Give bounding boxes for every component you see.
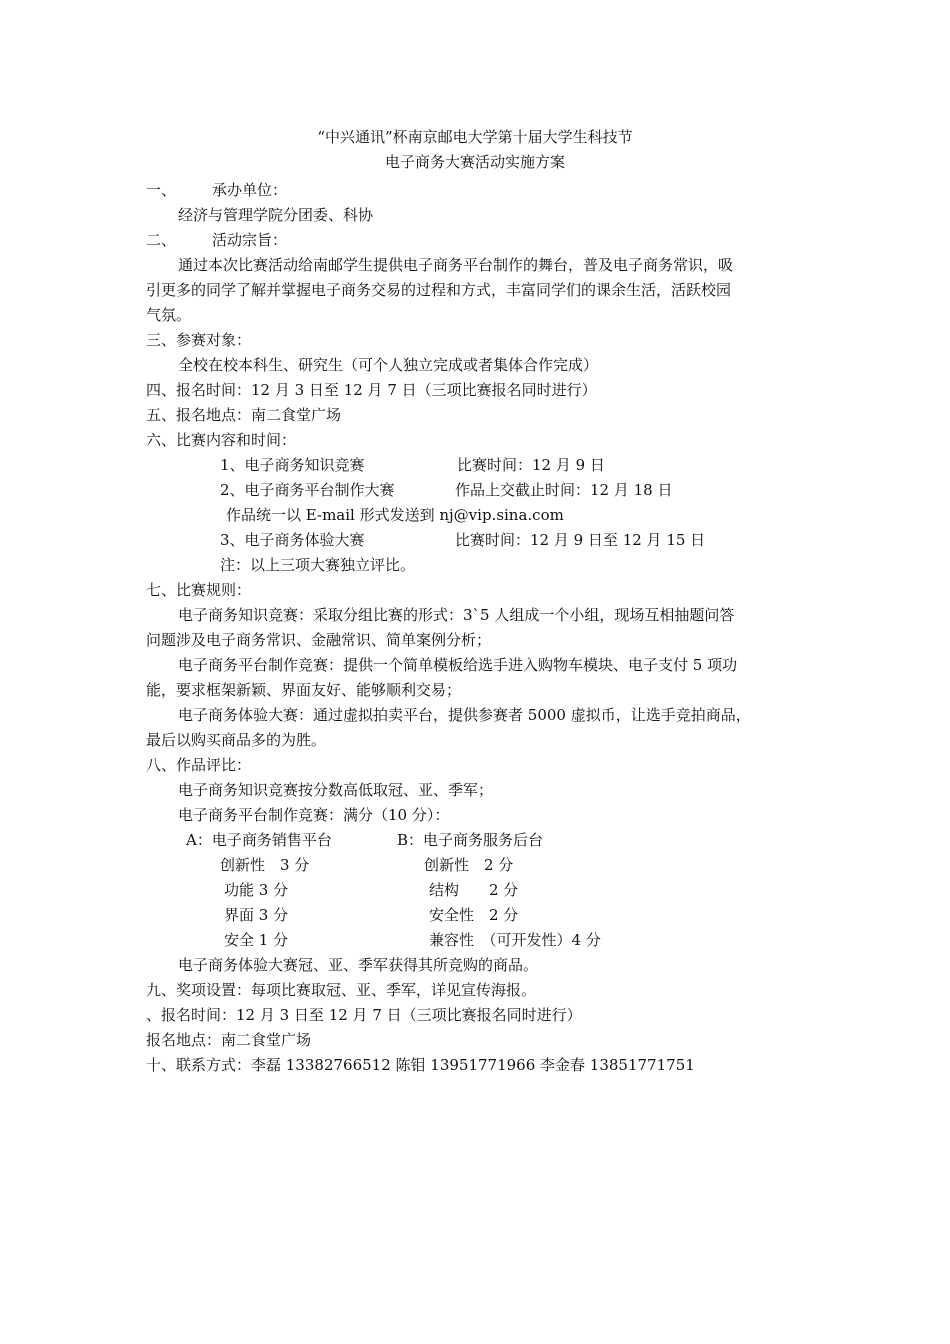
section-2-body-line: 引更多的同学了解并掌握电子商务交易的过程和方式，丰富同学们的课余生活，活跃校园 — [146, 281, 732, 299]
contest-item-time: 比赛时间：12 月 9 日至 12 月 15 日 — [455, 531, 706, 549]
section-1-number: 一、 — [146, 181, 177, 199]
criteria-a-item: 安全 1 分 — [224, 931, 289, 949]
section-5-line: 五、报名地点：南二食堂广场 — [146, 406, 342, 424]
rule-line: 能，要求框架新颖、界面友好、能够顺利交易； — [146, 681, 462, 699]
criteria-b-title: B：电子商务服务后台 — [397, 831, 544, 849]
section-4-line: 四、报名时间：12 月 3 日至 12 月 7 日（三项比赛报名同时进行） — [146, 381, 597, 399]
rule-line: 问题涉及电子商务常识、金融常识、简单案例分析； — [146, 631, 492, 649]
section-2-body-line: 气氛。 — [146, 306, 192, 324]
evaluation-line: 电子商务平台制作竞赛：满分（10 分）： — [178, 806, 450, 824]
evaluation-line: 电子商务体验大赛冠、亚、季军获得其所竞购的商品。 — [178, 956, 539, 974]
contest-item-name: 2、电子商务平台制作大赛 — [220, 481, 395, 499]
section-3-heading: 三、参赛对象： — [146, 331, 252, 349]
contact-line: 十、联系方式：李磊 13382766512 陈钼 13951771966 李金春 13851771751 — [146, 1056, 695, 1074]
section-6-heading: 六、比赛内容和时间： — [146, 431, 297, 449]
section-3-body: 全校在校本科生、研究生（可个人独立完成或者集体合作完成） — [178, 356, 599, 374]
section-8-heading: 八、作品评比： — [146, 756, 252, 774]
criteria-a-item: 界面 3 分 — [224, 906, 289, 924]
section-6-note: 注：以上三项大赛独立评比。 — [220, 556, 416, 574]
section-2-body-line: 通过本次比赛活动给南邮学生提供电子商务平台制作的舞台，普及电子商务常识，吸 — [178, 256, 734, 274]
section-7-heading: 七、比赛规则： — [146, 581, 252, 599]
title-line-1: “中兴通讯”杯南京邮电大学第十届大学生科技节 — [317, 128, 633, 146]
criteria-b-item: 兼容性 （可开发性）4 分 — [429, 931, 601, 949]
registration-time-line: 、报名时间：12 月 3 日至 12 月 7 日（三项比赛报名同时进行） — [146, 1006, 582, 1024]
section-2-number: 二、 — [146, 231, 177, 249]
section-2-heading: 活动宗旨： — [212, 231, 288, 249]
section-9-line: 九、奖项设置：每项比赛取冠、亚、季军，详见宣传海报。 — [146, 981, 537, 999]
title-line-2: 电子商务大赛活动实施方案 — [384, 153, 565, 171]
section-1-heading: 承办单位： — [212, 181, 288, 199]
criteria-a-title: A：电子商务销售平台 — [186, 831, 332, 849]
criteria-a-item: 创新性 3 分 — [220, 856, 310, 874]
registration-place-line: 报名地点：南二食堂广场 — [146, 1031, 312, 1049]
criteria-b-item: 安全性 2 分 — [429, 906, 519, 924]
rule-line: 最后以购买商品多的为胜。 — [146, 731, 327, 749]
rule-line: 电子商务平台制作竞赛：提供一个简单模板给选手进入购物车模块、电子支付 5 项功 — [178, 656, 738, 674]
contest-item-name: 3、电子商务体验大赛 — [220, 531, 365, 549]
email-note: 作品统一以 E-mail 形式发送到 nj@vip.sina.com — [226, 506, 564, 524]
evaluation-line: 电子商务知识竞赛按分数高低取冠、亚、季军； — [178, 781, 494, 799]
contest-item-name: 1、电子商务知识竞赛 — [220, 456, 365, 474]
rule-line: 电子商务体验大赛：通过虚拟拍卖平台，提供参赛者 5000 虚拟币，让选手竞拍商品， — [178, 706, 751, 724]
rule-line: 电子商务知识竞赛：采取分组比赛的形式：3`5 人组成一个小组，现场互相抽题问答 — [178, 606, 735, 624]
criteria-b-item: 创新性 2 分 — [424, 856, 514, 874]
contest-item-time: 作品上交截止时间：12 月 18 日 — [455, 481, 673, 499]
criteria-b-item: 结构 2 分 — [429, 881, 519, 899]
section-1-body: 经济与管理学院分团委、科协 — [178, 206, 374, 224]
contest-item-time: 比赛时间：12 月 9 日 — [457, 456, 605, 474]
criteria-a-item: 功能 3 分 — [224, 881, 289, 899]
